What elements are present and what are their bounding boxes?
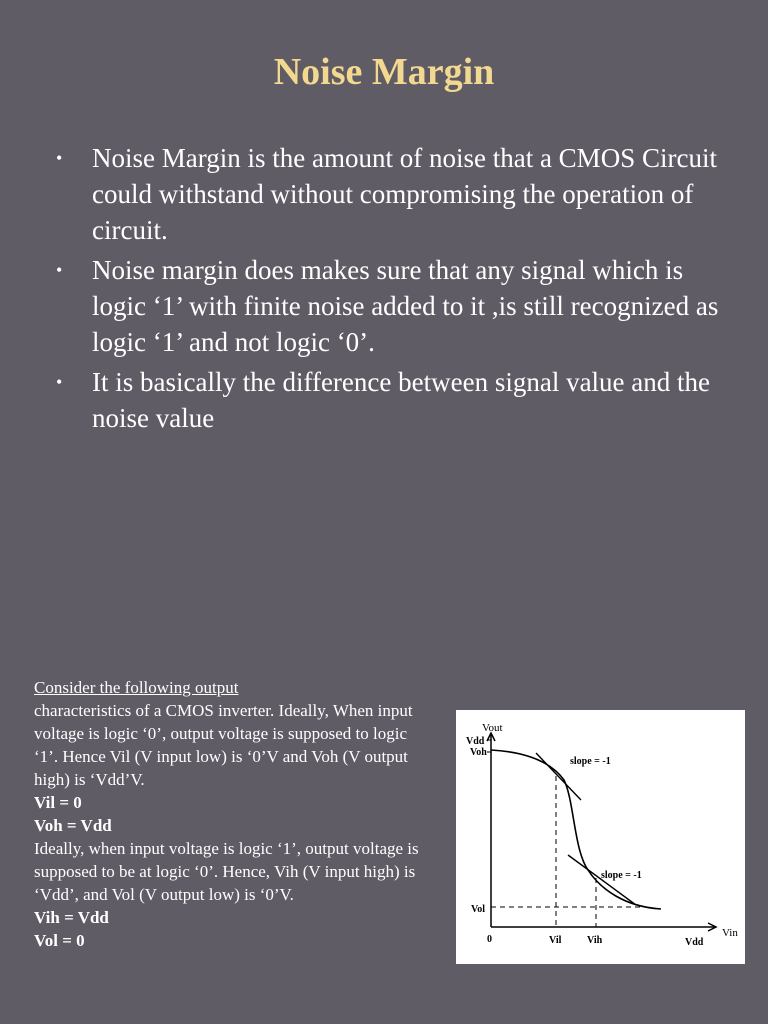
y-tick-vdd: Vdd [466,736,485,747]
note-equation-voh: Voh = Vdd [34,816,112,835]
bullet-list [56,140,736,440]
x-axis-label: Vin [722,927,738,939]
vtc-figure [456,710,745,964]
x-tick-vih: Vih [587,935,603,946]
bullet-dot-icon: • [56,372,63,392]
y-tick-voh: Voh [470,747,487,758]
bullet-text: It is basically the difference between signal value and the noise value [92,367,711,433]
note-heading: Consider the following output [34,678,239,697]
note-equation-vil: Vil = 0 [34,793,82,812]
note-paragraph-1: characteristics of a CMOS inverter. Ideally, When input voltage is logic ‘0’, output voltage is supposed to logic ‘1’. Hence Vil (V input low) is ‘0’V and Voh (V output high) is ‘Vdd’V. [34,701,413,789]
note-paragraph-2: Ideally, when input voltage is logic ‘1’, output voltage is supposed to be at logic ‘0’. Hence, Vih (V input high) is ‘Vdd’, and Vol (V output low) is ‘0’V. [34,839,419,904]
x-tick-vdd: Vdd [685,937,704,948]
bullet-item [56,252,736,360]
note-equation-vol: Vol = 0 [34,931,85,950]
bullet-item [56,140,736,248]
bullet-text: Noise Margin is the amount of noise that a CMOS Circuit could withstand without compromising the operation of circuit. [92,143,717,245]
bullet-text: Noise margin does makes sure that any signal which is logic ‘1’ with finite noise added to it ,is still recognized as logic ‘1’ and not logic ‘0’. [92,255,719,357]
bullet-dot-icon: • [56,260,63,280]
y-axis-label: Vout [482,722,503,734]
bullet-item [56,364,736,436]
slope-label-bottom: slope = -1 [601,870,642,881]
x-tick-vil: Vil [549,935,562,946]
bullet-dot-icon: • [56,148,63,168]
slide-title: Noise Margin [273,51,495,93]
transfer-curve [491,750,661,909]
vtc-diagram [456,710,745,964]
y-tick-vol: Vol [471,904,486,915]
x-tick-zero: 0 [487,934,492,945]
slope-label-top: slope = -1 [570,756,611,767]
note-equation-vih: Vih = Vdd [34,908,109,927]
inverter-note [34,676,424,952]
